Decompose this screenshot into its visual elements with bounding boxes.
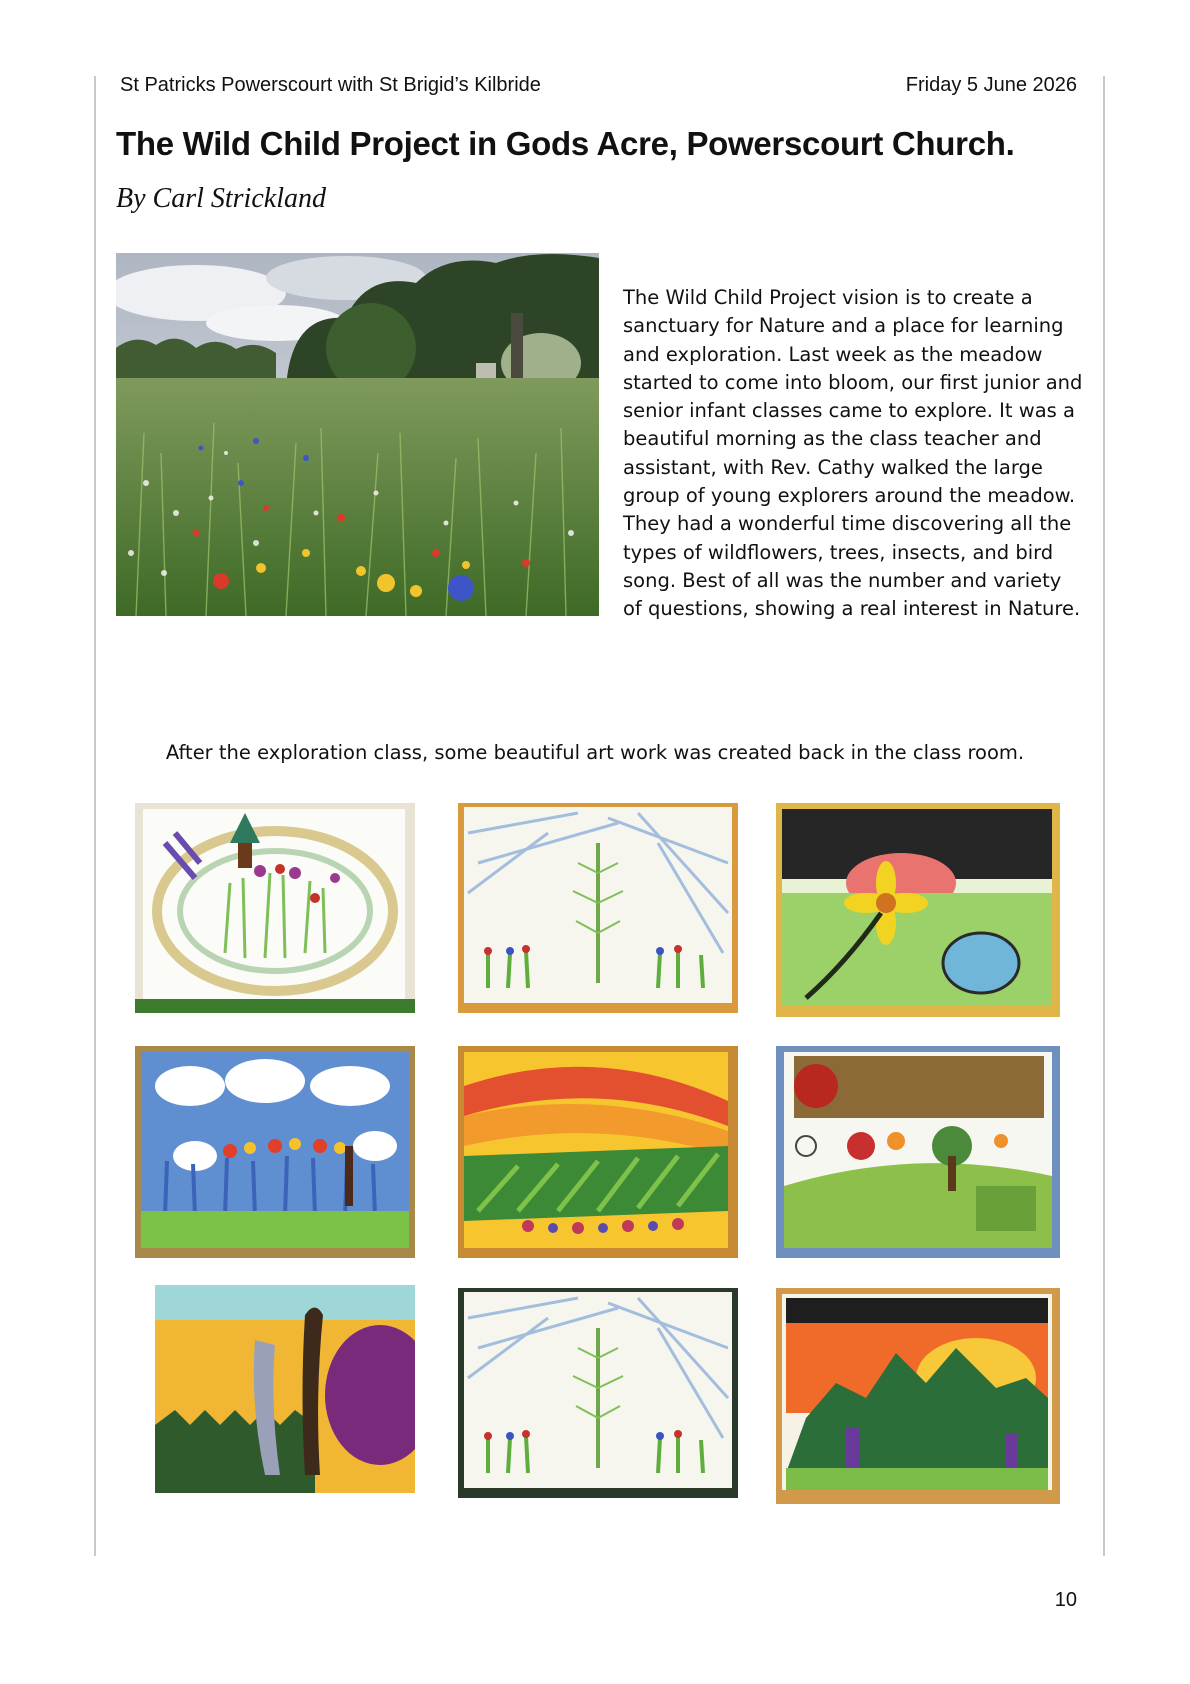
right-margin-rule bbox=[1103, 76, 1105, 1556]
artwork-2 bbox=[458, 803, 738, 1013]
artwork-1 bbox=[135, 803, 415, 1013]
article-title: The Wild Child Project in Gods Acre, Powerscourt Church. bbox=[116, 125, 1015, 162]
artwork-5 bbox=[458, 1046, 738, 1258]
header-date: Friday 5 June 2026 bbox=[905, 74, 1077, 96]
article-body: The Wild Child Project vision is to create a sanctuary for Nature and a place for learning and exploration. Last week as the meadow started to come into bloom, our first junior and senior infant classes came to explore. It was a beautiful morning as the class teacher and assistant, with Rev. Cathy walked the large group of young explorers around the meadow. They had a wonderful time discovering all the types of wildflowers, trees, insects, and bird song. Best of all was the number and variety of questions, showing a real interest in Nature. bbox=[623, 286, 1083, 621]
header-parish: St Patricks Powerscourt with St Brigid’s Kilbride bbox=[120, 74, 541, 96]
artwork-3 bbox=[776, 803, 1060, 1017]
artwork-caption: After the exploration class, some beautiful art work was created back in the class room. bbox=[165, 741, 1025, 764]
artwork-8 bbox=[458, 1288, 738, 1498]
artwork-9 bbox=[776, 1288, 1060, 1504]
left-margin-rule bbox=[94, 76, 96, 1556]
artwork-6 bbox=[776, 1046, 1060, 1258]
artwork-4 bbox=[135, 1046, 415, 1258]
meadow-photo bbox=[116, 253, 599, 616]
page-number: 10 bbox=[1054, 1589, 1077, 1611]
article-byline: By Carl Strickland bbox=[116, 183, 326, 214]
artwork-7 bbox=[155, 1285, 415, 1493]
